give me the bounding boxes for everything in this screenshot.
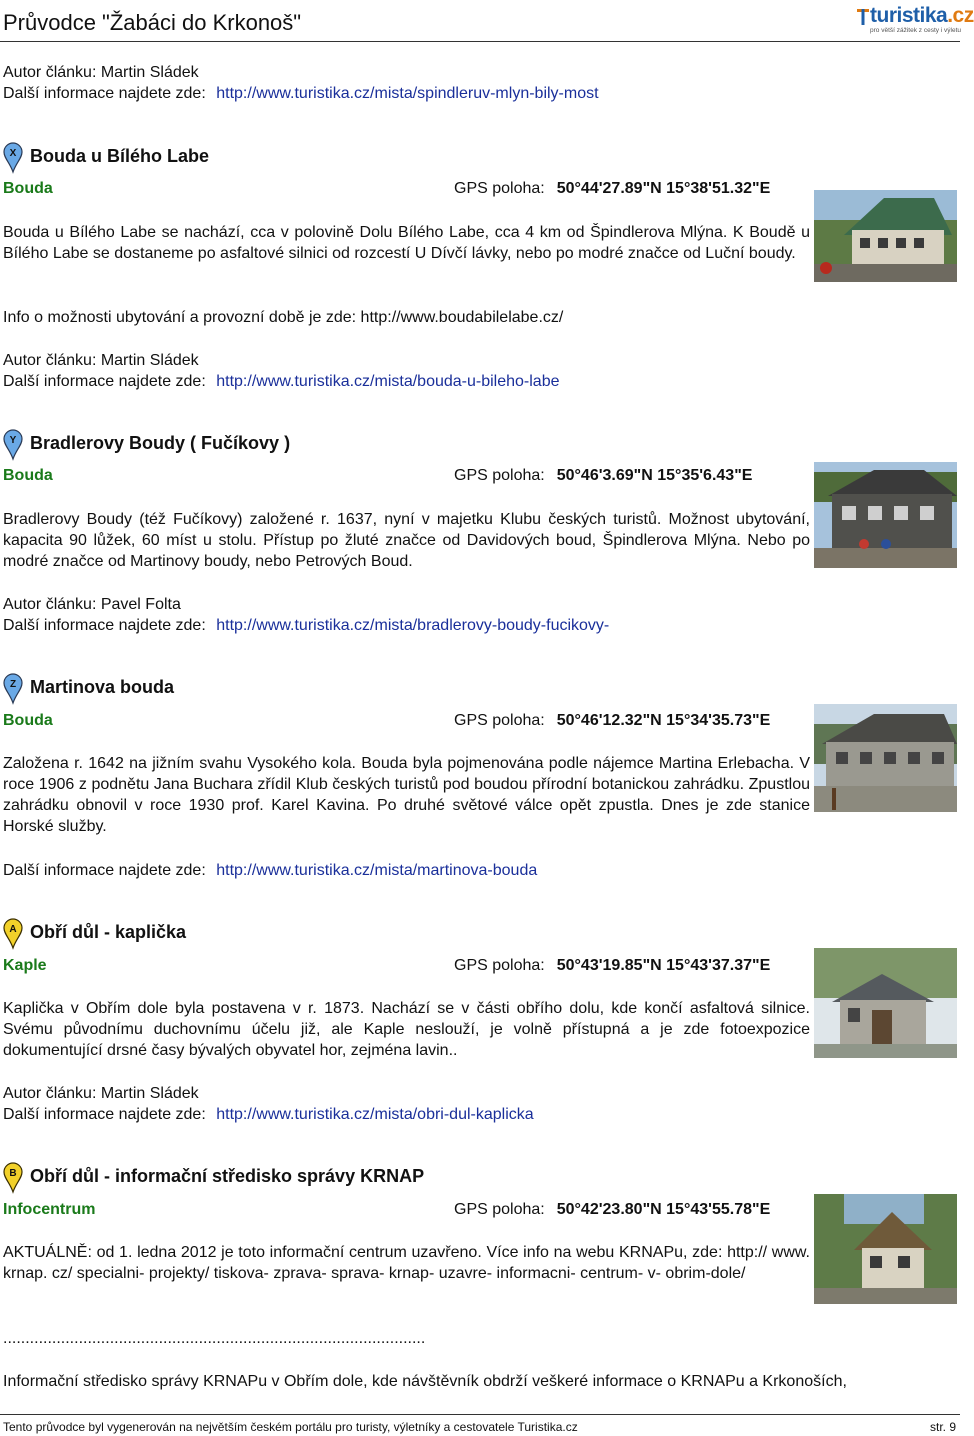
more-info-line	[3, 615, 609, 636]
turistika-logo[interactable]	[856, 4, 974, 38]
gps-label: GPS poloha:	[454, 467, 545, 484]
logo-tld: .cz	[947, 4, 974, 27]
logo-text: turistika	[870, 4, 948, 27]
gps-coordinates: 50°42'23.80"N 15°43'55.78"E	[556, 1201, 771, 1218]
footer-text: Tento průvodce byl vygenerován na největším českém portálu pro turisty, výletníky a cestovatele Turistika.cz	[3, 1420, 578, 1434]
entry-category: Bouda	[3, 180, 53, 197]
entry-category: Kaple	[3, 957, 47, 974]
svg-text:X: X	[9, 148, 17, 159]
entry-footer	[3, 1083, 534, 1125]
more-info-label: Další informace najdete zde:	[3, 617, 206, 634]
article-author: Autor článku: Martin Sládek	[3, 352, 199, 369]
logo-tagline: pro větší zážitek z cesty i výletu	[870, 27, 962, 34]
more-info-label: Další informace najdete zde:	[3, 373, 206, 390]
article-author: Autor článku: Martin Sládek	[3, 64, 199, 81]
gps-label: GPS poloha:	[454, 180, 545, 197]
more-info-label: Další informace najdete zde:	[3, 85, 206, 102]
infocentrum-photo	[814, 1194, 957, 1304]
entry-category: Infocentrum	[3, 1201, 96, 1218]
map-pin-icon	[3, 1163, 23, 1193]
entry-footer	[3, 594, 609, 636]
entry-footer	[3, 350, 560, 392]
more-info-link[interactable]: http://www.turistika.cz/mista/spindleruv-mlyn-bily-most	[216, 85, 599, 102]
gps-position	[454, 1201, 770, 1219]
page-number: str. 9	[929, 1420, 956, 1434]
entry-separator: ...............................................................................................	[3, 1330, 426, 1347]
more-info-label: Další informace najdete zde:	[3, 1106, 206, 1123]
map-pin-icon	[3, 674, 23, 704]
more-info-link[interactable]: http://www.turistika.cz/mista/obri-dul-kaplicka	[216, 1106, 534, 1123]
entry-category: Bouda	[3, 467, 53, 484]
gps-coordinates: 50°44'27.89"N 15°38'51.32"E	[556, 180, 771, 197]
gps-coordinates: 50°46'12.32"N 15°34'35.73"E	[556, 712, 771, 729]
gps-coordinates: 50°46'3.69"N 15°35'6.43"E	[556, 467, 753, 484]
gps-label: GPS poloha:	[454, 712, 545, 729]
guide-title: Průvodce "Žabáci do Krkonoš"	[3, 10, 302, 35]
article-author: Autor článku: Martin Sládek	[3, 1085, 199, 1102]
entry-photo	[814, 704, 957, 812]
more-info-line	[3, 1104, 534, 1125]
more-info-line	[3, 83, 599, 104]
entry-category: Bouda	[3, 712, 53, 729]
page-header	[0, 0, 974, 42]
entry-description: AKTUÁLNĚ: od 1. ledna 2012 je toto informační centrum uzavřeno. Více info na webu KRNAPu, zde: http:// www. krnap. cz/ specialni- projekty/ tiskova- zprava- sprava- krnap- uzavre- informacni- centrum- v- obrim-dole/	[3, 1244, 810, 1282]
entry-photo	[814, 948, 957, 1058]
logo-t-icon	[856, 7, 870, 27]
article-author: Autor článku: Pavel Folta	[3, 596, 181, 613]
entry-description: Založena r. 1642 na jižním svahu Vysokého kola. Bouda byla pojmenována podle nájemce Martina Erlebacha. V roce 1906 z podnětu Jana Buchara zřídil Klub českých turistů pod boudou přírodní botanickou zahrádku. Zpustlou zahrádku obnovil v roce 1930 prof. Karel Kavina. Po druhé světové válce opět zpustla. Dnes je zde stanice Horské služby.	[3, 755, 810, 835]
more-info-link[interactable]: http://www.turistika.cz/mista/bradlerovy-boudy-fucikovy-	[216, 617, 610, 634]
more-info-line	[3, 860, 537, 881]
gps-position	[454, 712, 770, 730]
entry-title[interactable]: Bradlerovy Boudy ( Fučíkovy )	[30, 433, 291, 453]
bradlerovy-boudy-photo	[814, 462, 957, 568]
entry-footer	[3, 860, 537, 881]
entry-description: Bouda u Bílého Labe se nachází, cca v polovině Dolu Bílého Labe, cca 4 km od Špindlerova Mlýna. K Boudě u Bílého Labe se dostaneme po asfaltové silnici od rozcestí U Dívčí lávky, nebo po modré značce od Luční boudy.	[3, 224, 810, 262]
kaplicka-photo	[814, 948, 957, 1058]
svg-text:B: B	[9, 1168, 17, 1179]
entry-info-line: Info o možnosti ubytování a provozní době je zde: http://www.boudabilelabe.cz/	[3, 309, 564, 326]
gps-position	[454, 467, 752, 485]
map-pin-icon	[3, 919, 23, 949]
map-pin-icon	[3, 143, 23, 173]
more-info-line	[3, 371, 560, 392]
svg-text:Z: Z	[9, 679, 17, 690]
entry-photo	[814, 190, 957, 282]
previous-entry-tail	[3, 62, 599, 104]
more-info-link[interactable]: http://www.turistika.cz/mista/bouda-u-bileho-labe	[216, 373, 560, 390]
more-info-label: Další informace najdete zde:	[3, 862, 206, 879]
page-footer	[0, 1414, 960, 1436]
entry-title[interactable]: Bouda u Bílého Labe	[30, 146, 210, 166]
entry-photo	[814, 462, 957, 568]
entry-description: Kaplička v Obřím dole byla postavena v r. 1873. Nachází se v části obřího dolu, kde končí asfaltová silnice. Svému původnímu duchovnímu účelu již, ale Kaple neslouží, je volně přístupná a je zde fotoexpozice dokumentující drsné časy bývalých obyvatel hor, zejména lavin..	[3, 1000, 810, 1059]
entry-title[interactable]: Obří důl - kaplička	[30, 922, 187, 942]
gps-label: GPS poloha:	[454, 1201, 545, 1218]
gps-label: GPS poloha:	[454, 957, 545, 974]
gps-position	[454, 180, 770, 198]
map-pin-icon	[3, 430, 23, 460]
entry-description-continued: Informační středisko správy KRNAPu v Obřím dole, kde návštěvník obdrží veškeré informace o KRNAPu a Krkonoších,	[3, 1373, 847, 1390]
bouda-u-bileho-labe-photo	[814, 190, 957, 282]
svg-text:A: A	[9, 924, 17, 935]
gps-position	[454, 957, 770, 975]
entry-description: Bradlerovy Boudy (též Fučíkovy) založené r. 1637, nyní v majetku Klubu českých turistů. Možnost ubytování, kapacita 90 lůžek, 60 míst u stolu. Přístup po žluté značce od Davidových boud, Špindlerova Mlýna. Nebo po modré značce od Martinovy boudy, nebo Petrových Boud.	[3, 511, 810, 570]
svg-text:Y: Y	[9, 435, 17, 446]
gps-coordinates: 50°43'19.85"N 15°43'37.37"E	[556, 957, 771, 974]
more-info-link[interactable]: http://www.turistika.cz/mista/martinova-bouda	[216, 862, 538, 879]
martinova-bouda-photo	[814, 704, 957, 812]
entry-photo	[814, 1194, 957, 1304]
entry-title[interactable]: Obří důl - informační středisko správy KRNAP	[30, 1166, 425, 1186]
entry-title[interactable]: Martinova bouda	[30, 677, 175, 697]
